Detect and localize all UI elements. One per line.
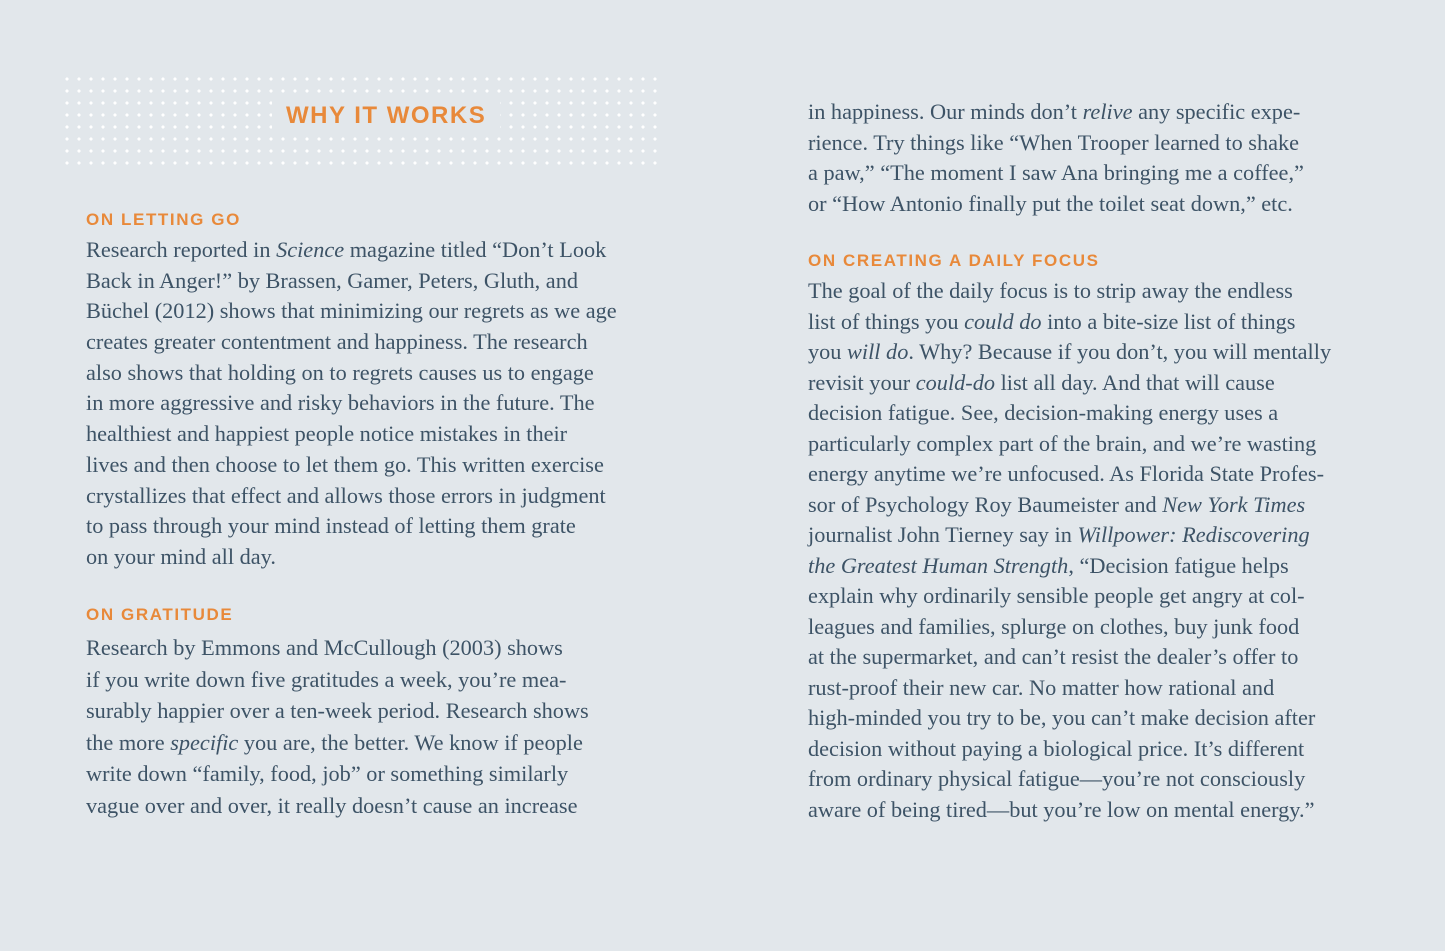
paragraph-daily-focus — [808, 276, 1331, 825]
text-line: in happiness. Our minds don’t relive any specific expe- — [808, 99, 1301, 124]
italic-text: specific — [170, 729, 239, 755]
italic-text: the Greatest Human Strength — [808, 552, 1069, 578]
text-line: decision fatigue. See, decision-making energy uses a — [808, 400, 1279, 425]
text-line: explain why ordinarily sensible people get angry at col- — [808, 583, 1305, 608]
text-line: The goal of the daily focus is to strip away the endless — [808, 278, 1293, 303]
text-line: Back in Anger!” by Brassen, Gamer, Peters, Gluth, and — [86, 267, 578, 293]
text-line: energy anytime we’re unfocused. As Florida State Profes- — [808, 461, 1324, 486]
left-page — [0, 0, 722, 951]
text-line: in more aggressive and risky behaviors in the future. The — [86, 390, 595, 416]
italic-text: could do — [964, 308, 1042, 334]
heading-daily-focus: ON CREATING A DAILY FOCUS — [808, 251, 1100, 270]
text-line: Research reported in Science magazine titled “Don’t Look — [86, 237, 607, 262]
text-line: Research by Emmons and McCullough (2003) shows — [86, 635, 563, 660]
text-line: also shows that holding on to regrets causes us to engage — [86, 359, 594, 385]
text-line: aware of being tired—but you’re low on mental energy.” — [808, 796, 1315, 822]
italic-text: Science — [276, 237, 345, 262]
text-line: the more specific you are, the better. We know if people — [86, 729, 583, 755]
text-line: vague over and over, it really doesn’t cause an increase — [86, 792, 578, 818]
text-line: creates greater contentment and happiness. The research — [86, 329, 588, 355]
heading-gratitude: ON GRATITUDE — [86, 605, 234, 624]
text-line: to pass through your mind instead of letting them grate — [86, 513, 576, 539]
text-line: write down “family, food, job” or something similarly — [86, 761, 569, 787]
italic-text: could-do — [915, 369, 996, 395]
text-line: a paw,” “The moment I saw Ana bringing me a coffee,” — [808, 160, 1304, 186]
heading-letting-go: ON LETTING GO — [86, 210, 241, 229]
text-line: at the supermarket, and can’t resist the dealer’s offer to — [808, 644, 1299, 669]
text-line: particularly complex part of the brain, and we’re wasting — [808, 430, 1317, 456]
banner-title: WHY IT WORKS — [272, 100, 500, 132]
italic-text: will do — [847, 339, 909, 364]
text-line: rience. Try things like “When Trooper learned to shake — [808, 129, 1300, 155]
text-line: if you write down five gratitudes a week, you’re mea- — [86, 666, 567, 692]
text-line: high-minded you try to be, you can’t make decision after — [808, 705, 1316, 730]
text-line: surably happier over a ten-week period. Research shows — [86, 698, 589, 724]
text-line: or “How Antonio finally put the toilet seat down,” etc. — [808, 191, 1293, 217]
text-line: crystallizes that effect and allows those errors in judgment — [86, 482, 606, 508]
text-line: leagues and families, splurge on clothes, buy junk food — [808, 613, 1300, 639]
text-line: revisit your could-do list all day. And that will cause — [808, 369, 1275, 395]
text-line: healthiest and happiest people notice mistakes in their — [86, 421, 568, 447]
text-line: the Greatest Human Strength, “Decision fatigue helps — [808, 552, 1289, 578]
text-line: rust-proof their new car. No matter how rational and — [808, 674, 1275, 700]
paragraph-letting-go — [86, 235, 617, 573]
text-line: Büchel (2012) shows that minimizing our regrets as we age — [86, 298, 617, 324]
text-line: sor of Psychology Roy Baumeister and New York Times — [808, 491, 1306, 517]
text-line: decision without paying a biological price. It’s different — [808, 735, 1305, 761]
text-line: list of things you could do into a bite-size list of things — [808, 308, 1296, 334]
text-line: you will do. Why? Because if you don’t, you will mentally — [808, 339, 1332, 364]
text-line: lives and then choose to let them go. This written exercise — [86, 451, 604, 477]
paragraph-gratitude-continued — [808, 97, 1304, 220]
right-page — [722, 0, 1445, 951]
section-banner — [58, 70, 662, 172]
italic-text: Willpower: Rediscovering — [1077, 522, 1310, 547]
text-line: on your mind all day. — [86, 543, 276, 569]
paragraph-gratitude — [86, 632, 589, 822]
italic-text: New York Times — [1162, 491, 1306, 517]
italic-text: relive — [1082, 99, 1133, 124]
text-line: from ordinary physical fatigue—you’re not consciously — [808, 766, 1306, 791]
text-line: journalist John Tierney say in Willpower: Rediscovering — [808, 522, 1310, 547]
